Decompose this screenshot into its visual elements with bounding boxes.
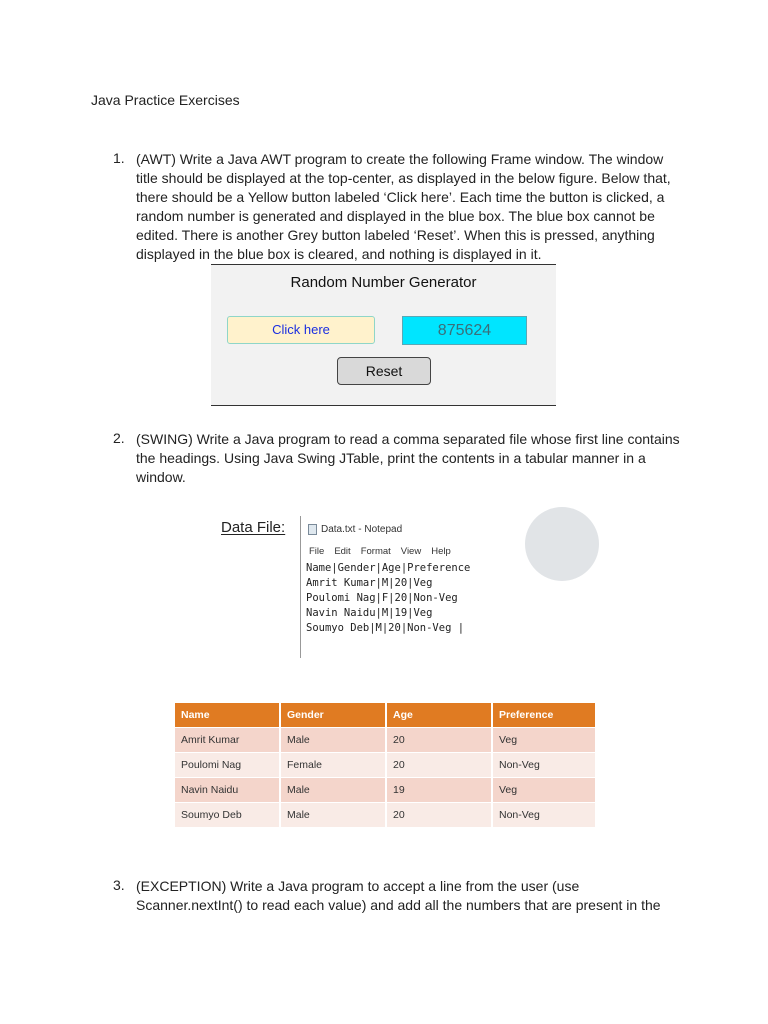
table-row [175, 752, 595, 777]
header-age: Age [387, 703, 493, 727]
table-cell: 19 [387, 777, 493, 802]
table-cell: Male [281, 777, 387, 802]
table-cell: Non-Veg [493, 752, 595, 777]
menu-file[interactable]: File [309, 546, 325, 557]
awt-frame-figure [211, 264, 556, 406]
exercise-1-number: 1. [113, 150, 125, 166]
exercise-3-number: 3. [113, 877, 125, 893]
table-row [175, 777, 595, 802]
click-here-button[interactable]: Click here [227, 316, 375, 344]
table-cell: Veg [493, 777, 595, 802]
menu-edit[interactable]: Edit [334, 546, 351, 557]
exercise-2-number: 2. [113, 430, 125, 446]
table-cell: Female [281, 752, 387, 777]
table-cell: Veg [493, 727, 595, 752]
data-file-label: Data File: [221, 519, 286, 536]
table-cell: Poulomi Nag [175, 752, 281, 777]
notepad-line: Poulomi Nag|F|20|Non-Veg [306, 592, 458, 604]
notepad-line: Amrit Kumar|M|20|Veg [306, 577, 433, 589]
jtable-figure [175, 703, 595, 827]
exercise-2-text: (SWING) Write a Java program to read a comma separated file whose first line contains the headings. Using Java Swing JTable, print the contents in a tabular manner in a window. [136, 431, 680, 485]
frame-title: Random Number Generator [290, 274, 477, 291]
table-cell: 20 [387, 727, 493, 752]
reset-button[interactable]: Reset [337, 357, 431, 385]
notepad-line: Navin Naidu|M|19|Veg [306, 607, 433, 619]
table-cell: Non-Veg [493, 802, 595, 827]
table-cell: Male [281, 727, 387, 752]
decorative-circle [525, 507, 599, 581]
notepad-menu [309, 546, 451, 557]
menu-view[interactable]: View [400, 546, 422, 557]
notepad-line: Soumyo Deb|M|20|Non-Veg | [306, 622, 465, 634]
exercise-1-text: (AWT) Write a Java AWT program to create the following Frame window. The window title should be displayed at the top-center, as displayed in the below figure. Below that, there should be a Yellow button labeled ‘Click here’. Each time the button is clicked, a random number is generated and displayed in the blue box. The blue box cannot be edited. There is another Grey button labeled ‘Reset’. When this is pressed, anything displayed in the blue box is cleared, and nothing is displayed in it. [136, 151, 671, 262]
menu-help[interactable]: Help [431, 546, 451, 557]
table-header-row [175, 703, 595, 727]
menu-format[interactable]: Format [360, 546, 391, 557]
exercise-3-text: (EXCEPTION) Write a Java program to accept a line from the user (use Scanner.nextInt() to read each value) and add all the numbers that are present in the [136, 878, 661, 913]
random-number-box: 875624 [402, 316, 527, 345]
notepad-window [300, 516, 515, 658]
header-preference: Preference [493, 703, 595, 727]
header-gender: Gender [281, 703, 387, 727]
table-cell: Navin Naidu [175, 777, 281, 802]
table-cell: 20 [387, 802, 493, 827]
table-cell: 20 [387, 752, 493, 777]
notepad-title: Data.txt - Notepad [321, 524, 403, 535]
table-row [175, 802, 595, 827]
table-cell: Amrit Kumar [175, 727, 281, 752]
table-cell: Male [281, 802, 387, 827]
notepad-title-bar [308, 524, 402, 535]
table-row [175, 727, 595, 752]
table-cell: Soumyo Deb [175, 802, 281, 827]
doc-title: Java Practice Exercises [91, 92, 240, 108]
notepad-line: Name|Gender|Age|Preference [306, 562, 471, 574]
notepad-icon [308, 524, 317, 535]
header-name: Name [175, 703, 281, 727]
